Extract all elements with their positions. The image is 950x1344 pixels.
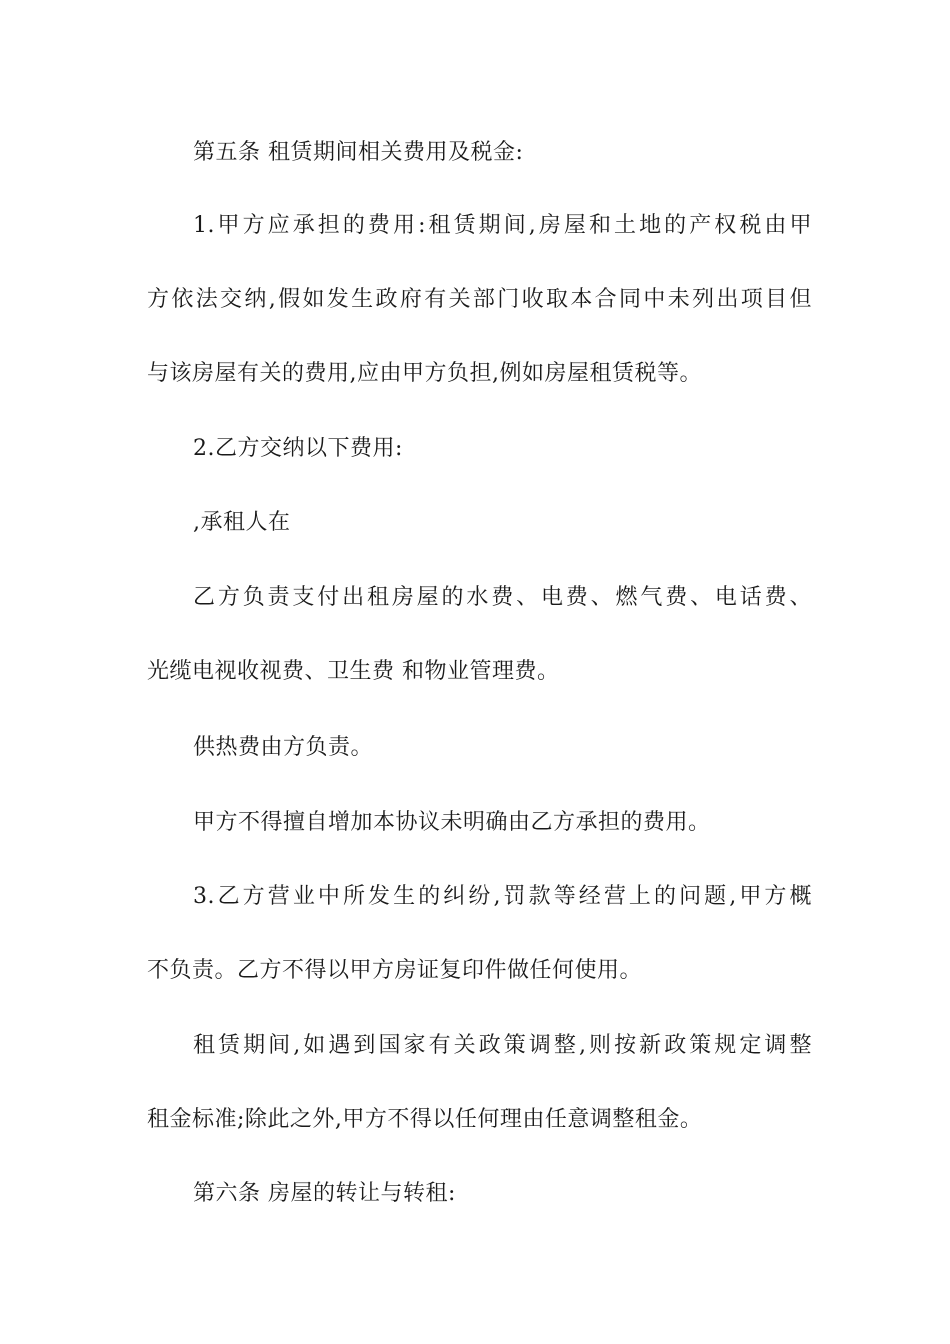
rent-adjust-line-2: 租金标准;除此之外,甲方不得以任何理由任意调整租金。 [147, 1107, 703, 1132]
clause-3-line-1: 3.乙方营业中所发生的纠纷,罚款等经营上的问题,甲方概 [193, 884, 812, 909]
clause-2-line-1: 乙方负责支付出租房屋的水费、电费、燃气费、电话费、 [193, 585, 812, 610]
heating-fee-line: 供热费由方负责。 [193, 735, 374, 760]
clause-1-line-1: 1.甲方应承担的费用:租赁期间,房屋和土地的产权税由甲 [193, 213, 812, 238]
no-extra-fee-line: 甲方不得擅自增加本协议未明确由乙方承担的费用。 [193, 810, 711, 835]
clause-2-heading: 2.乙方交纳以下费用: [193, 436, 403, 461]
clause-1-line-2: 方依法交纳,假如发生政府有关部门收取本合同中未列出项目但 [147, 287, 812, 312]
clause-3-line-2: 不负责。乙方不得以甲方房证复印件做任何使用。 [147, 958, 643, 983]
article-6-heading: 第六条 房屋的转让与转租: [193, 1181, 456, 1206]
clause-2-fragment: ,承租人在 [193, 510, 291, 535]
article-5-heading: 第五条 租赁期间相关费用及税金: [193, 140, 524, 165]
clause-2-line-2: 光缆电视收视费、卫生费 和物业管理费。 [147, 659, 560, 684]
rent-adjust-line-1: 租赁期间,如遇到国家有关政策调整,则按新政策规定调整 [193, 1033, 812, 1058]
clause-1-line-3: 与该房屋有关的费用,应由甲方负担,例如房屋租赁税等。 [147, 361, 702, 386]
